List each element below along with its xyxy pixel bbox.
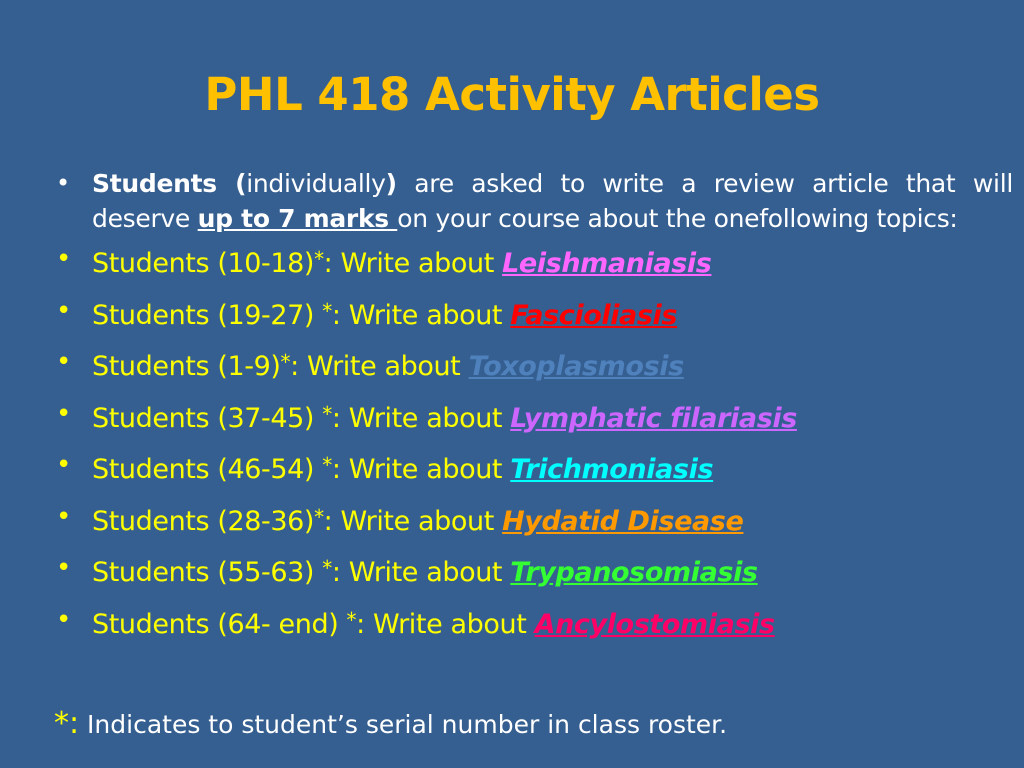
item-asterisk: * [322,298,332,323]
footnote [54,706,727,741]
item-topic: Trypanosomiasis [510,557,758,588]
topic-list-item [58,545,1013,597]
intro-individually: individually [246,169,386,198]
item-students-range: Students (55-63) [92,557,323,588]
topic-list-item [58,391,1013,443]
slide-title: PHL 418 Activity Articles [204,68,820,121]
item-students-range: Students (46-54) [92,454,323,485]
item-topic: Trichmoniasis [510,454,714,485]
topic-list-item [58,442,1013,494]
item-write-about: : Write about [331,299,511,331]
item-topic: Hydatid Disease [502,505,744,537]
item-students-range: Students (10-18) [92,248,315,279]
item-students-range: Students (1-9) [92,351,281,382]
bullet-icon: • [56,295,71,326]
item-asterisk: * [314,504,324,529]
topic-list-item [58,339,1013,391]
item-topic: Ancylostomiasis [534,608,775,640]
item-students-range: Students (28-36) [92,505,315,537]
item-write-about: : Write about [331,454,511,485]
item-write-about: : Write about [331,402,511,434]
bullet-icon: • [56,244,71,274]
topic-list-item [58,288,1013,340]
item-asterisk: * [322,401,332,426]
bullet-icon: • [56,450,71,480]
intro-paragraph [58,166,1013,236]
intro-text-1: are asked to write a review article that will deserve [92,169,1013,233]
bullet-icon: • [56,553,71,583]
intro-text-2: on your course about the onefollowing topics: [397,204,958,233]
item-asterisk: * [346,607,357,632]
item-asterisk: * [322,556,332,580]
intro-marks: up to 7 marks [197,204,398,233]
bullet-icon: • [56,169,70,197]
item-students-range: Students (19-27) [92,299,323,331]
item-students-range: Students (64- end) [92,608,347,640]
bullet-icon: • [56,604,71,635]
bullet-icon: • [56,347,71,377]
item-asterisk: * [280,350,291,374]
item-topic: Lymphatic filariasis [510,402,797,434]
footnote-text: Indicates to student’s serial number in class roster. [79,710,728,739]
intro-bold-close: ) [385,169,397,198]
item-asterisk: * [314,247,324,271]
item-write-about: : Write about [290,351,469,382]
item-write-about: : Write about [331,557,511,588]
topic-list-item [58,236,1013,288]
item-write-about: : Write about [323,505,503,537]
item-asterisk: * [322,453,332,477]
intro-bold-start: Students ( [92,169,247,198]
topic-list [58,236,1013,648]
bullet-icon: • [56,398,71,429]
slide-body [58,166,1013,648]
item-write-about: : Write about [356,608,535,640]
topic-list-item [58,597,1013,649]
topic-list-item [58,494,1013,546]
item-topic: Fascioliasis [510,299,678,331]
footnote-mark: *: [54,706,80,741]
bullet-icon: • [56,501,71,532]
item-topic: Toxoplasmosis [468,351,684,382]
item-topic: Leishmaniasis [502,248,712,279]
item-students-range: Students (37-45) [92,402,323,434]
item-write-about: : Write about [323,248,503,279]
